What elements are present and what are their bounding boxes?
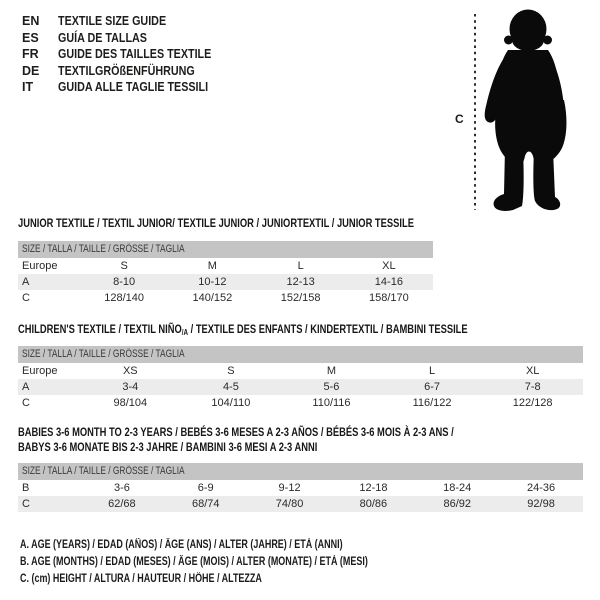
- guide-title: GUIDA ALLE TAGLIE TESSILI: [58, 80, 209, 94]
- lang-code: DE: [22, 63, 40, 78]
- lang-code: EN: [22, 14, 40, 28]
- lang-code: FR: [22, 47, 39, 61]
- lang-code: IT: [22, 80, 34, 94]
- table-row: Europe XS S M L XL: [18, 363, 583, 379]
- row-label: C: [22, 292, 30, 304]
- junior-size-table: [18, 241, 433, 306]
- row-label: A: [22, 276, 30, 288]
- title-subscript: /A: [181, 328, 189, 337]
- table-row: Europe S M L XL: [18, 258, 433, 274]
- lang-row-fr: [22, 46, 236, 63]
- lang-code: ES: [22, 30, 39, 45]
- baby-silhouette-shape: [485, 10, 567, 211]
- height-figure: [452, 0, 592, 215]
- guide-title: GUIDE DES TAILLES TEXTILE: [58, 47, 212, 61]
- table-row: A 3-4 4-5 5-6 6-7 7-8: [18, 379, 583, 395]
- guide-title: TEXTILE SIZE GUIDE: [58, 14, 167, 28]
- legend-notes: [20, 537, 466, 588]
- size-header-bar: SIZE / TALLA / TAILLE / GRÖSSE / TAGLIA: [18, 346, 583, 363]
- guide-title: GUÍA DE TALLAS: [58, 30, 147, 45]
- table-row: C 98/104 104/110 110/116 116/122 122/128: [18, 395, 583, 411]
- note-age-years: A. AGE (YEARS) / EDAD (AÑOS) / ÂGE (ANS) / ALTER (JAHRE) / ETÀ (ANNI): [20, 539, 343, 551]
- table-row: C 62/68 68/74 74/80 80/86 86/92 92/98: [18, 496, 583, 512]
- row-label: C: [22, 498, 30, 510]
- table-row: A 8-10 10-12 12-13 14-16: [18, 274, 433, 290]
- note-age-months: B. AGE (MONTHS) / EDAD (MESES) / ÂGE (MOIS) / ALTER (MONATE) / ETÀ (MESI): [20, 556, 368, 568]
- table-row: C 128/140 140/152 152/158 158/170: [18, 290, 433, 306]
- children-size-table: [18, 346, 583, 411]
- lang-row-it: [22, 79, 236, 96]
- row-label: A: [22, 381, 30, 393]
- language-title-list: [22, 13, 236, 96]
- baby-silhouette-icon: [452, 0, 592, 215]
- row-label: B: [22, 482, 30, 494]
- height-label: C: [455, 112, 464, 126]
- size-header-bar: SIZE / TALLA / TAILLE / GRÖSSE / TAGLIA: [18, 241, 433, 258]
- row-label: C: [22, 397, 30, 409]
- lang-row-es: [22, 30, 236, 47]
- babies-size-table: [18, 463, 583, 512]
- babies-table-title: BABIES 3-6 MONTH TO 2-3 YEARS / BEBÉS 3-6 MESES A 2-3 AÑOS / BÉBÉS 3-6 MOIS À 2-3 ANS / BABYS 3-6 MONATE BIS 2-3 JAHRE / BAMBINI 3-6 MESI A 2-3 ANNI: [18, 425, 454, 454]
- guide-title: TEXTILGRÖßENFÜHRUNG: [58, 63, 195, 78]
- lang-row-en: [22, 13, 236, 30]
- junior-table-title: JUNIOR TEXTILE / TEXTIL JUNIOR/ TEXTILE JUNIOR / JUNIORTEXTIL / JUNIOR TESSILE: [18, 216, 414, 230]
- note-height-cm: C. (cm) HEIGHT / ALTURA / HAUTEUR / HÖHE / ALTEZZA: [20, 573, 262, 585]
- lang-row-de: [22, 63, 236, 80]
- children-table-title: CHILDREN'S TEXTILE / TEXTIL $NIÑO_{/A}$ / TEXTILE DES ENFANTS / KINDERTEXTIL / BAMBINI TESSILE: [18, 322, 468, 337]
- row-label: Europe: [22, 365, 58, 377]
- row-label: Europe: [22, 260, 58, 272]
- table-row: B 3-6 6-9 9-12 12-18 18-24 24-36: [18, 480, 583, 496]
- size-header-bar: SIZE / TALLA / TAILLE / GRÖSSE / TAGLIA: [18, 463, 583, 480]
